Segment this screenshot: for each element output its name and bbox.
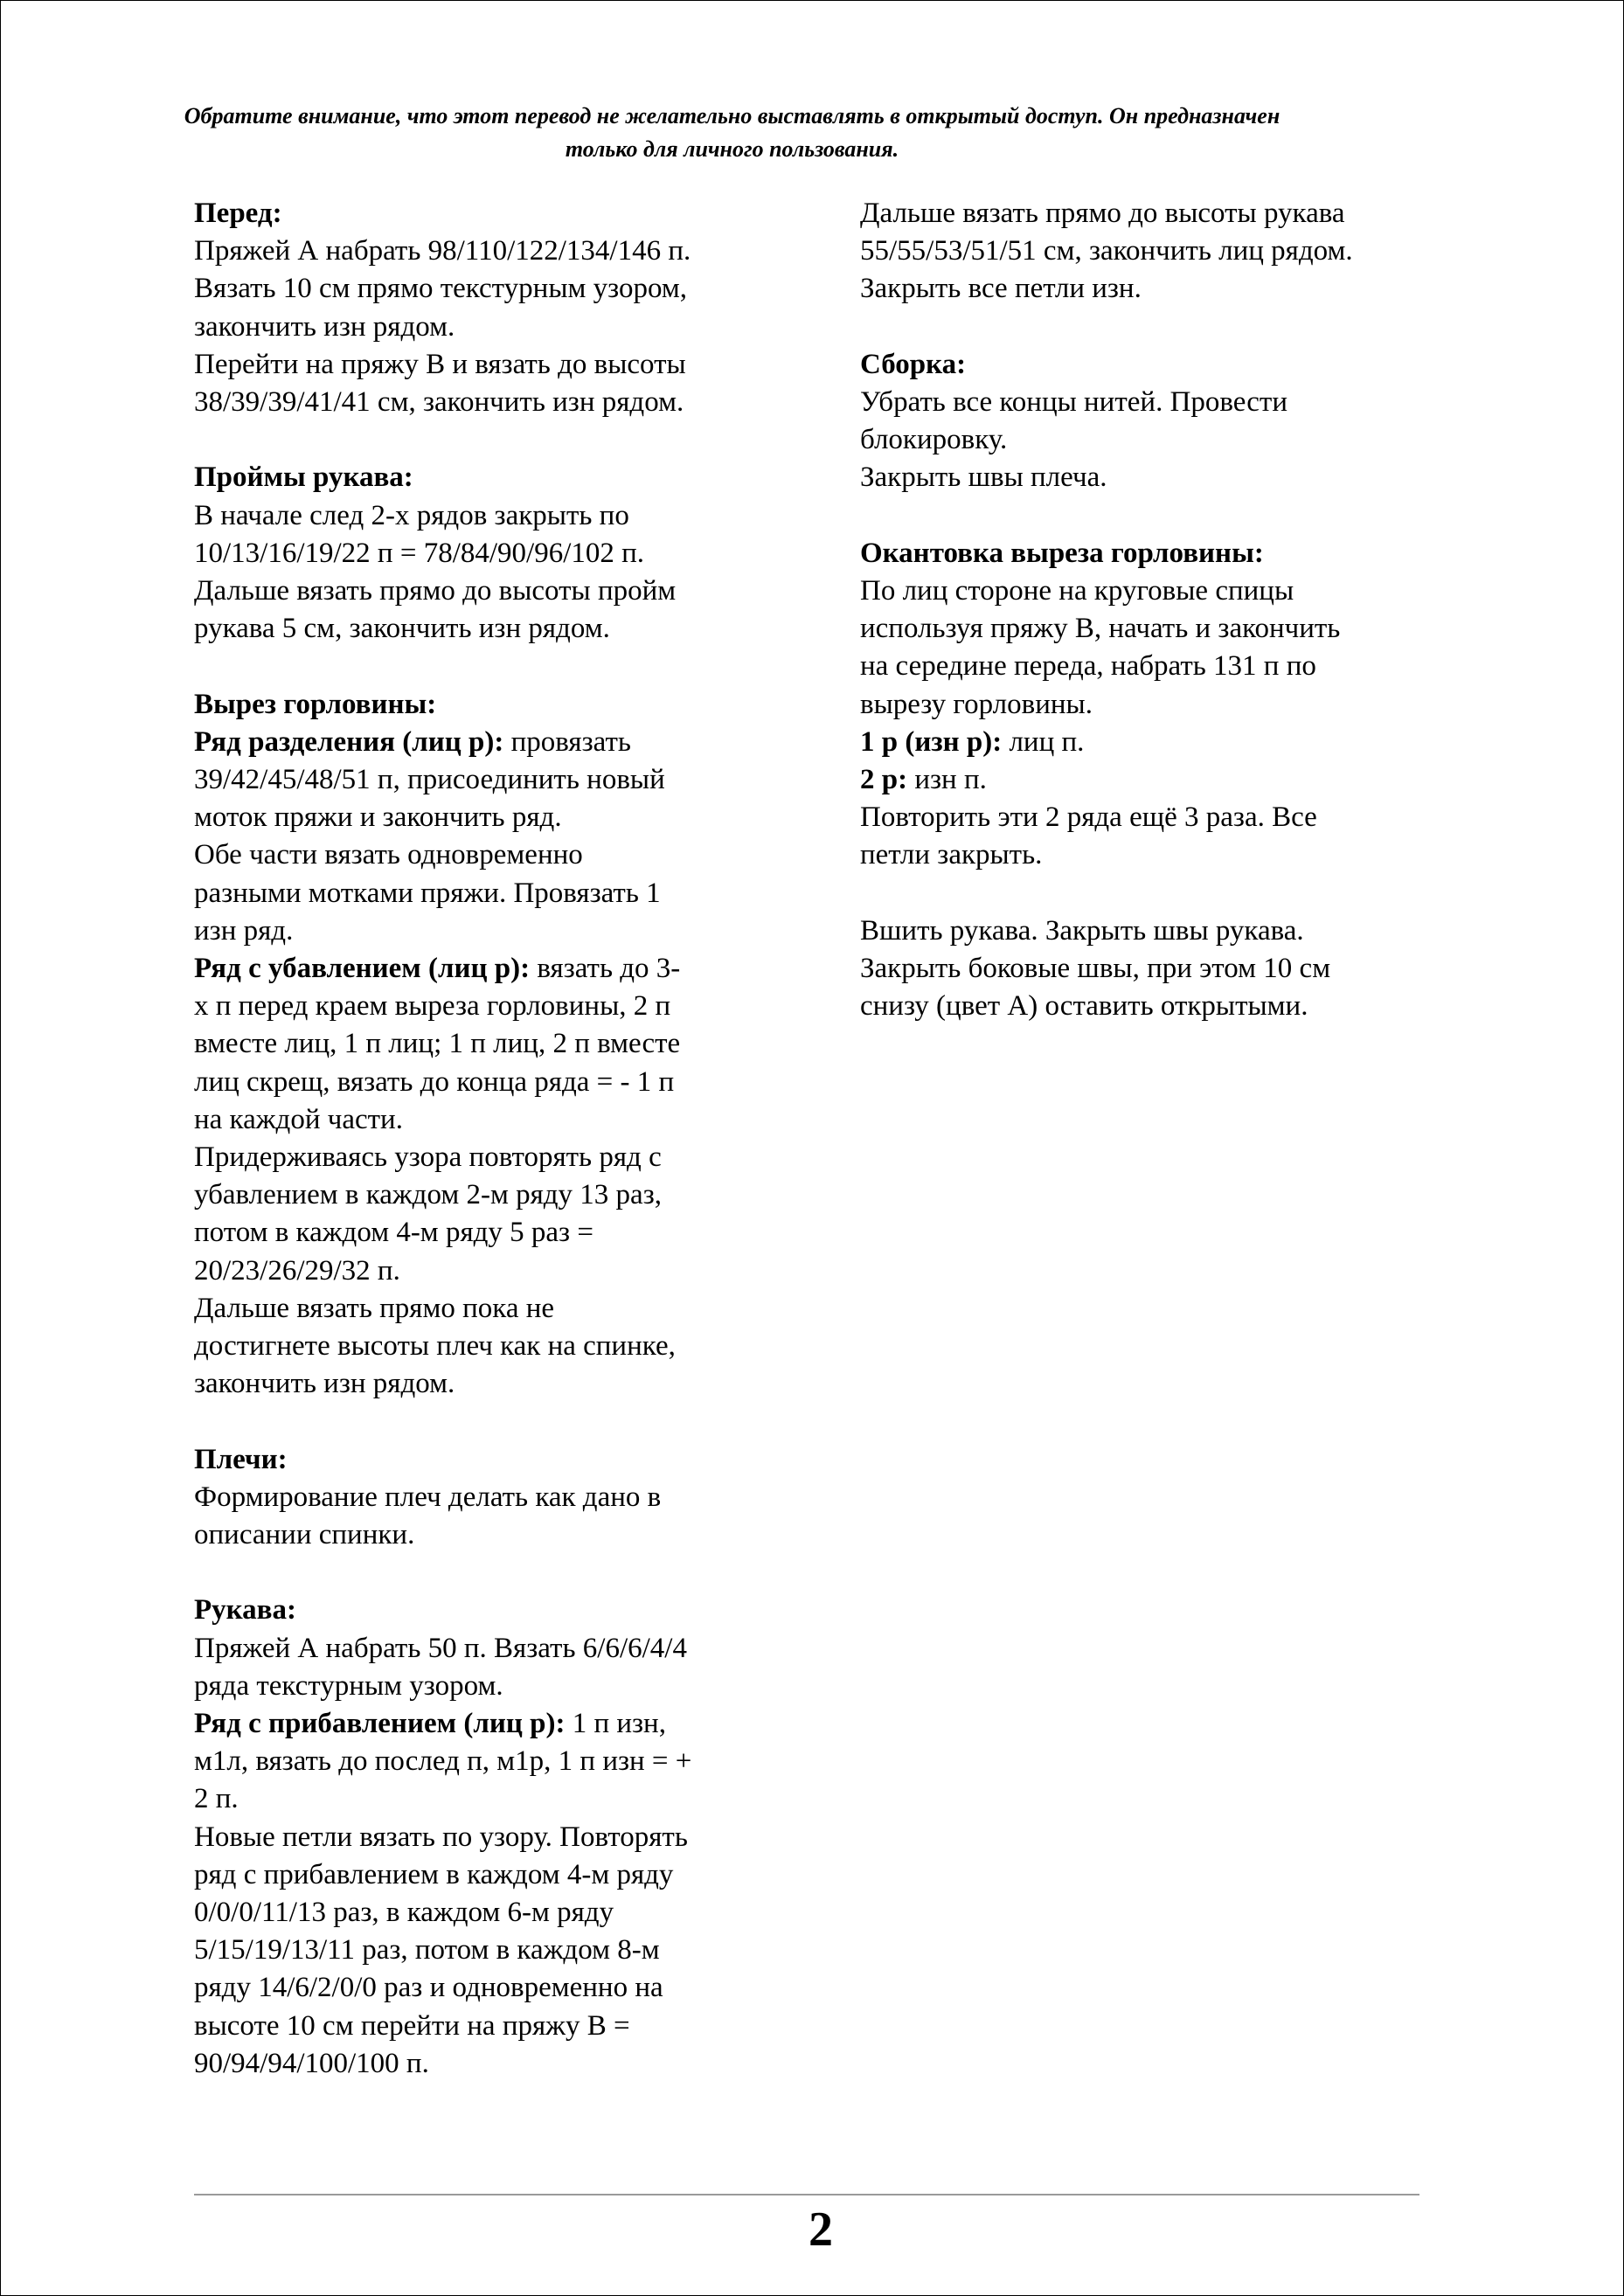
increase-row-text: 1 п изн, м1л, вязать до послед п, м1р, 1 п изн = + 2 п. <box>194 1708 692 1815</box>
spacer <box>194 648 773 685</box>
neckband-text: По лиц стороне на круговые спицы используя пряжу В, начать и закончить на середине переда, набрать 131 п по вырезу горловины. <box>860 575 1341 720</box>
row-2-text: изн п. <box>907 764 987 796</box>
row-1-label: 1 р (изн р): <box>860 725 1003 758</box>
spacer <box>860 497 1437 535</box>
neckband-heading: Окантовка выреза горловины: <box>860 537 1264 569</box>
neckband-row-2 <box>860 761 1437 799</box>
shoulders-text: Формирование плеч делать как дано в описании спинки. <box>194 1481 662 1551</box>
spacer <box>194 1554 773 1592</box>
neckband-repeat: Повторить эти 2 ряда ещё 3 раза. Все петли закрыть. <box>860 801 1317 871</box>
assembly-heading: Сборка: <box>860 348 967 380</box>
spacer <box>194 421 773 459</box>
front-heading: Перед: <box>194 198 282 229</box>
row-1-text: лиц п. <box>1002 725 1085 758</box>
sleeves-increase-row <box>194 1705 773 1819</box>
shoulders-heading: Плечи: <box>194 1443 288 1475</box>
neckline-split-row <box>194 724 773 837</box>
assembly-text: Убрать все концы нитей. Провести блокировку. Закрыть швы плеча. <box>860 386 1287 494</box>
sleeves-new-stitches: Новые петли вязать по узору. Повторять ряд с прибавлением в каждом 4-м ряду 0/0/0/11/13 раз, в каждом 6-м ряду 5/15/19/13/11 раз, потом в каждом 8-м ряду 14/6/2/0/0 раз и одновременно на высоте 10 см перейти на пряжу В = 90/94/94/100/100 п. <box>194 1821 688 2079</box>
sleeve-continue-text: Дальше вязать прямо до высоты рукава 55/55/53/51/51 см, закончить лиц рядом. Закрыть все петли изн. <box>860 198 1353 305</box>
neckline-both-parts: Обе части вязать одновременно разными мотками пряжи. Провязать 1 изн ряд. <box>194 839 661 947</box>
armholes-heading: Проймы рукава: <box>194 461 413 494</box>
split-row-label: Ряд разделения (лиц р): <box>194 725 504 758</box>
increase-row-label: Ряд с прибавлением (лиц р): <box>194 1708 566 1740</box>
private-use-notice: Обратите внимание, что этот перевод не желательно выставлять в открытый доступ. Он предназначен только для личного пользования. <box>184 103 1280 162</box>
decrease-row-text: вязать до 3- х п перед краем выреза горловины, 2 п вместе лиц, 1 п лиц; 1 п лиц, 2 п вместе лиц скрещ, вязать до конца ряда = - 1 п на каждой части. <box>194 953 681 1135</box>
neckline-repeat: Придерживаясь узора повторять ряд с убавлением в каждом 2-м ряду 13 раз, потом в каждом 4-м ряду 5 раз = 20/23/26/29/32 п. <box>194 1141 662 1287</box>
right-column <box>860 195 1437 1025</box>
neckline-straight: Дальше вязать прямо пока не достигнете высоты плеч как на спинке, закончить изн рядом. <box>194 1292 676 1400</box>
neckline-heading: Вырез горловины: <box>194 688 437 720</box>
neckband-row-1 <box>860 724 1437 761</box>
sleeves-heading: Рукава: <box>194 1594 296 1627</box>
sleeves-cast-on: Пряжей А набрать 50 п. Вязать 6/6/6/4/4 ряда текстурным узором. <box>194 1632 687 1702</box>
left-column <box>194 195 773 2083</box>
split-row-text: провязать 39/42/45/48/51 п, присоединить новый моток пряжи и закончить ряд. <box>194 725 665 834</box>
front-text: Пряжей А набрать 98/110/122/134/146 п. Вязать 10 см прямо текстурным узором, закончить изн рядом. Перейти на пряжу В и вязать до высоты 38/39/39/41/41 см, закончить изн рядом. <box>194 235 691 419</box>
decrease-row-label: Ряд с убавлением (лиц р): <box>194 953 531 985</box>
spacer <box>860 309 1437 346</box>
spacer <box>860 875 1437 912</box>
armholes-text: В начале след 2-х рядов закрыть по 10/13/16/19/22 п = 78/84/90/96/102 п. Дальше вязать прямо до высоты пройм рукава 5 см, закончить изн рядом. <box>194 499 677 645</box>
neckline-decrease-row <box>194 950 773 1139</box>
spacer <box>194 1403 773 1440</box>
page-number: 2 <box>809 2202 833 2257</box>
finishing-text: Вшить рукава. Закрыть швы рукава. Закрыть боковые швы, при этом 10 см снизу (цвет А) оставить открытыми. <box>860 914 1331 1023</box>
row-2-label: 2 р: <box>860 764 908 796</box>
